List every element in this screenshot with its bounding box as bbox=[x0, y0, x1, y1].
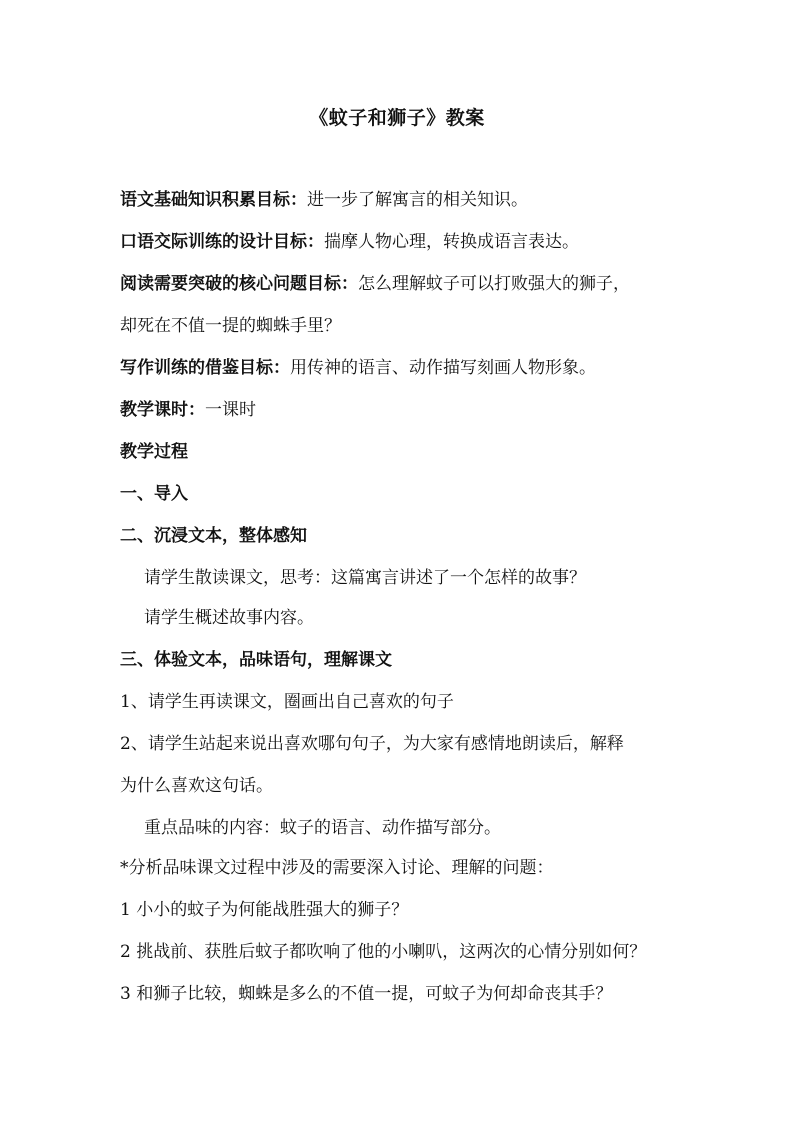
section3-item: 2、请学生站起来说出喜欢哪句句子，为大家有感情地朗读后，解释 bbox=[120, 734, 624, 754]
teaching-hours-label: 教学课时： bbox=[120, 400, 205, 420]
question-item: 1 小小的蚊子为何能战胜强大的狮子？ bbox=[120, 900, 409, 920]
objective-reading-core bbox=[120, 272, 680, 296]
process-heading: 教学过程 bbox=[120, 442, 188, 462]
objective-label: 阅读需要突破的核心问题目标： bbox=[120, 274, 358, 294]
objective-label: 语文基础知识积累目标： bbox=[120, 190, 307, 210]
analysis-intro: *分析品味课文过程中涉及的需要深入讨论、理解的问题： bbox=[120, 858, 554, 878]
section3-item: 1、请学生再读课文，圈画出自己喜欢的句子 bbox=[120, 692, 454, 712]
section2-item: 请学生概述故事内容。 bbox=[144, 608, 314, 628]
section-heading-experience: 三、体验文本，品味语句，理解课文 bbox=[120, 650, 392, 670]
objective-basic-knowledge bbox=[120, 188, 680, 212]
objective-label: 口语交际训练的设计目标： bbox=[120, 232, 324, 252]
focus-content: 重点品味的内容：蚊子的语言、动作描写部分。 bbox=[144, 818, 501, 838]
section-heading-immersion: 二、沉浸文本，整体感知 bbox=[120, 526, 307, 546]
question-item: 3 和狮子比较，蜘蛛是多么的不值一提，可蚊子为何却命丧其手？ bbox=[120, 984, 613, 1004]
teaching-hours bbox=[120, 398, 680, 422]
objective-oral-communication bbox=[120, 230, 680, 254]
teaching-hours-value: 一课时 bbox=[205, 400, 256, 420]
objective-text: 揣摩人物心理，转换成语言表达。 bbox=[324, 232, 579, 252]
objective-label: 写作训练的借鉴目标： bbox=[120, 358, 290, 378]
section-heading-intro: 一、导入 bbox=[120, 484, 188, 504]
question-item: 2 挑战前、获胜后蚊子都吹响了他的小喇叭，这两次的心情分别如何？ bbox=[120, 942, 647, 962]
objective-text: 用传神的语言、动作描写刻画人物形象。 bbox=[290, 358, 596, 378]
section3-item-continuation: 为什么喜欢这句话。 bbox=[120, 776, 273, 796]
section2-item: 请学生散读课文，思考：这篇寓言讲述了一个怎样的故事？ bbox=[144, 568, 586, 588]
objective-writing bbox=[120, 356, 680, 380]
objective-text: 进一步了解寓言的相关知识。 bbox=[307, 190, 528, 210]
objective-reading-core-continuation: 却死在不值一提的蜘蛛手里？ bbox=[120, 316, 341, 336]
objective-text: 怎么理解蚊子可以打败强大的狮子， bbox=[358, 274, 630, 294]
document-title: 《蚊子和狮子》教案 bbox=[309, 107, 485, 129]
